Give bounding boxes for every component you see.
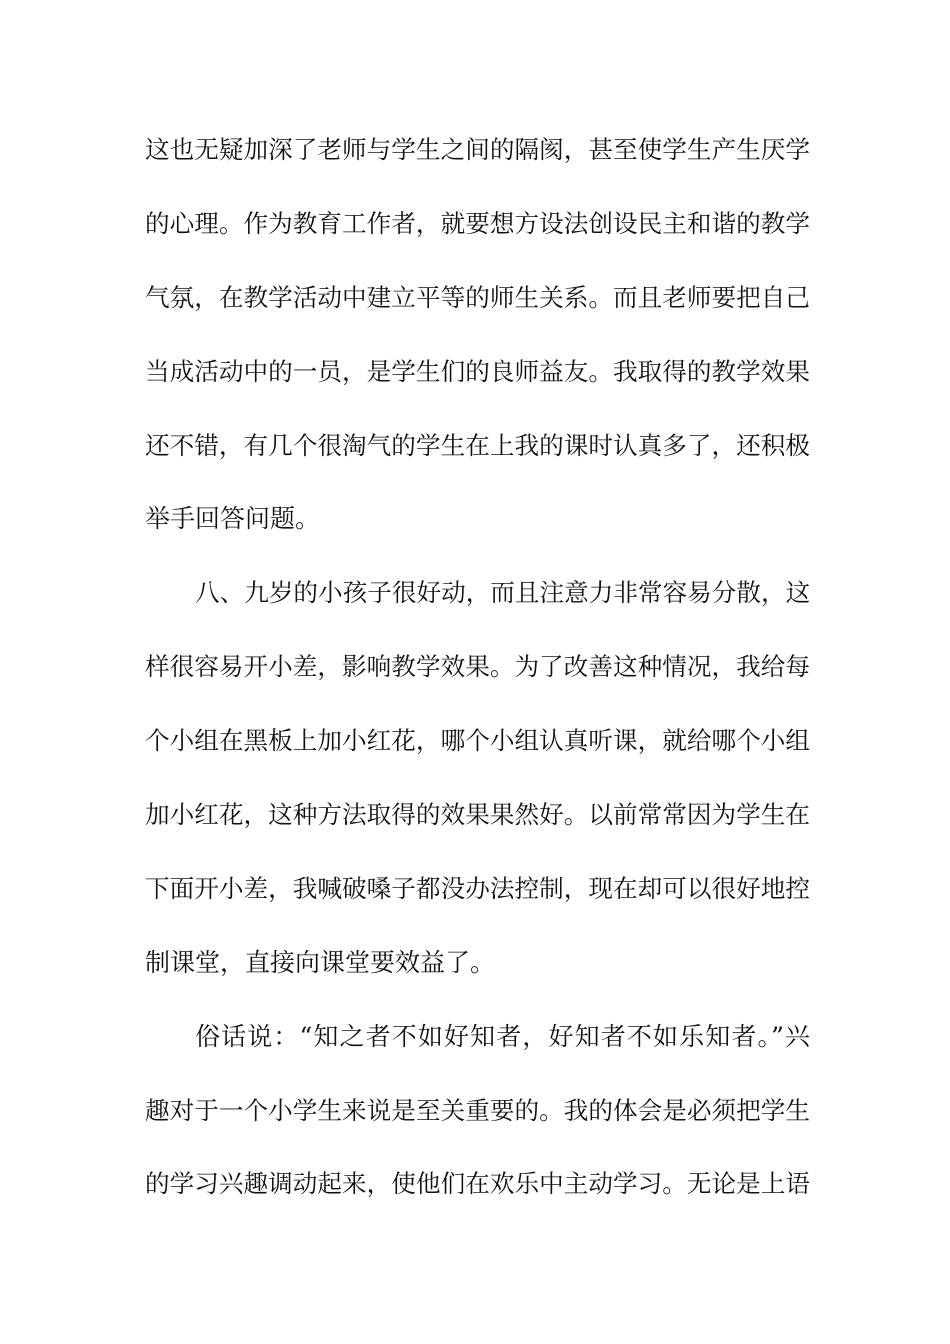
text-line: 举手回答问题。	[145, 504, 321, 534]
text-line: 个小组在黑板上加小红花，哪个小组认真听课，就给哪个小组	[145, 726, 810, 756]
text-line: 当成活动中的一员，是学生们的良师益友。我取得的教学效果	[145, 356, 810, 386]
text-line: 样很容易开小差，影响教学效果。为了改善这种情况，我给每	[145, 652, 810, 682]
text-line: 趣对于一个小学生来说是至关重要的。我的体会是必须把学生	[145, 1095, 810, 1125]
text-line: 下面开小差，我喊破嗓子都没办法控制，现在却可以很好地控	[145, 873, 810, 903]
text-line: 还不错，有几个很淘气的学生在上我的课时认真多了，还积极	[145, 430, 810, 460]
text-line: 加小红花，这种方法取得的效果果然好。以前常常因为学生在	[145, 800, 810, 830]
text-line: 这也无疑加深了老师与学生之间的隔阂，甚至使学生产生厌学	[145, 135, 810, 164]
text-line: 气氛，在教学活动中建立平等的师生关系。而且老师要把自己	[145, 282, 810, 312]
paragraph-start-line: 八、九岁的小孩子很好动，而且注意力非常容易分散，这	[195, 578, 811, 608]
body-text	[145, 128, 810, 1236]
paragraph-start-line: 俗话说：“知之者不如好知者，好知者不如乐知者。”兴	[195, 1021, 810, 1051]
text-line: 的学习兴趣调动起来，使他们在欢乐中主动学习。无论是上语	[145, 1169, 810, 1199]
text-line: 的心理。作为教育工作者，就要想方设法创设民主和谐的教学	[145, 208, 810, 238]
text-line: 制课堂，直接向课堂要效益了。	[145, 947, 496, 977]
